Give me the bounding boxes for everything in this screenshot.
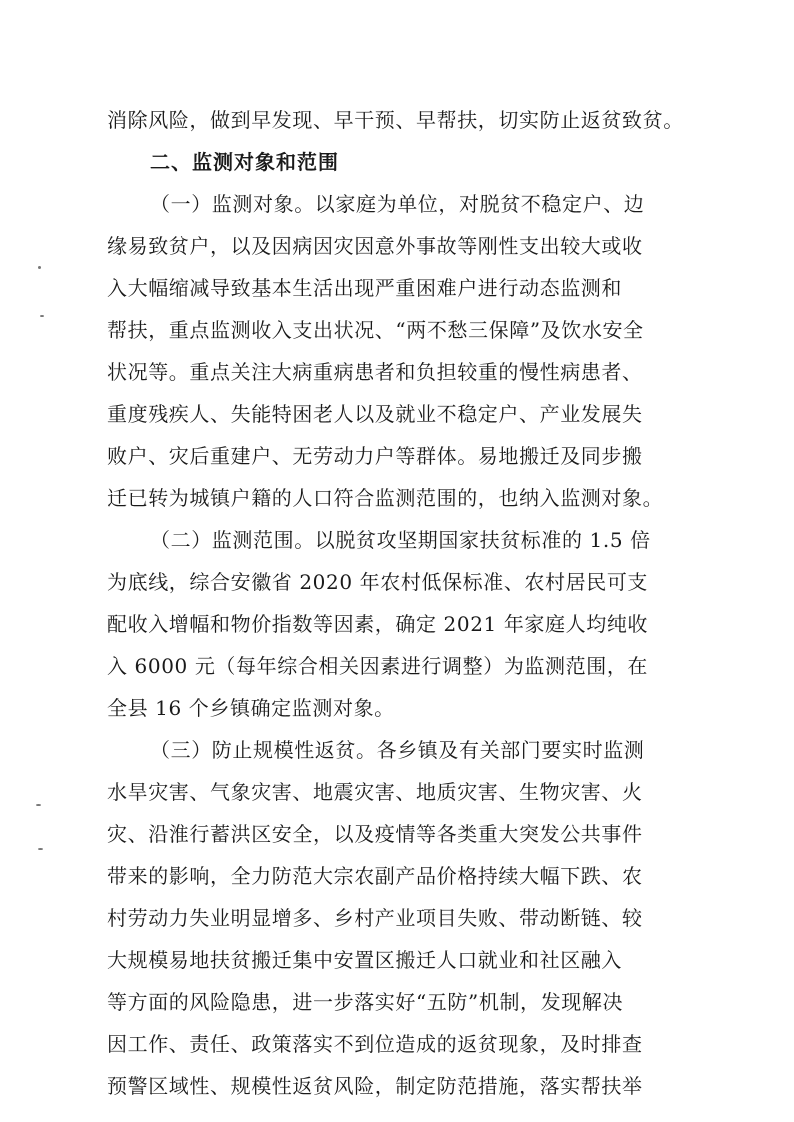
scan-speck: [36, 804, 41, 806]
body-line: 迁已转为城镇户籍的人口符合监测范围的，也纳入监测对象。: [107, 486, 664, 510]
section-heading: 二、监测对象和范围: [150, 150, 339, 174]
body-line: （三）防止规模性返贫。各乡镇及有关部门要实时监测: [150, 738, 645, 762]
body-line: 村劳动力失业明显增多、乡村产业项目失败、带动断链、较: [107, 906, 643, 930]
body-line: 缘易致贫户，以及因病因灾因意外事故等刚性支出较大或收: [107, 234, 643, 258]
scan-speck: [40, 315, 44, 317]
body-line: 败户、灾后重建户、无劳动力户等群体。易地搬迁及同步搬: [107, 444, 643, 468]
scan-speck: [38, 848, 43, 850]
body-line: 大规模易地扶贫搬迁集中安置区搬迁人口就业和社区融入: [107, 948, 622, 972]
body-line: 入 6000 元（每年综合相关因素进行调整）为监测范围，在: [107, 654, 649, 678]
body-line: 重度残疾人、失能特困老人以及就业不稳定户、产业发展失: [107, 402, 643, 426]
body-line: 为底线，综合安徽省 2020 年农村低保标准、农村居民可支: [107, 570, 649, 594]
body-line: （一）监测对象。以家庭为单位，对脱贫不稳定户、边: [150, 192, 645, 216]
body-line: 状况等。重点关注大病重病患者和负担较重的慢性病患者、: [107, 360, 643, 384]
body-line: 预警区域性、规模性返贫风险，制定防范措施，落实帮扶举: [107, 1074, 643, 1098]
body-line: 灾、沿淮行蓄洪区安全，以及疫情等各类重大突发公共事件: [107, 822, 643, 846]
body-line: （二）监测范围。以脱贫攻坚期国家扶贫标准的 1.5 倍: [150, 528, 651, 552]
body-line: 消除风险，做到早发现、早干预、早帮扶，切实防止返贫致贫。: [107, 108, 684, 132]
scan-speck: [38, 266, 41, 269]
body-line: 入大幅缩减导致基本生活出现严重困难户进行动态监测和: [107, 276, 622, 300]
body-line: 全县 16 个乡镇确定监测对象。: [107, 696, 395, 720]
body-line: 帮扶，重点监测收入支出状况、“两不愁三保障”及饮水安全: [107, 318, 644, 342]
body-line: 等方面的风险隐患，进一步落实好“五防”机制，发现解决: [107, 990, 624, 1014]
body-line: 因工作、责任、政策落实不到位造成的返贫现象，及时排查: [107, 1032, 643, 1056]
body-line: 带来的影响，全力防范大宗农副产品价格持续大幅下跌、农: [107, 864, 643, 888]
body-line: 配收入增幅和物价指数等因素，确定 2021 年家庭人均纯收: [107, 612, 649, 636]
body-line: 水旱灾害、气象灾害、地震灾害、地质灾害、生物灾害、火: [107, 780, 643, 804]
